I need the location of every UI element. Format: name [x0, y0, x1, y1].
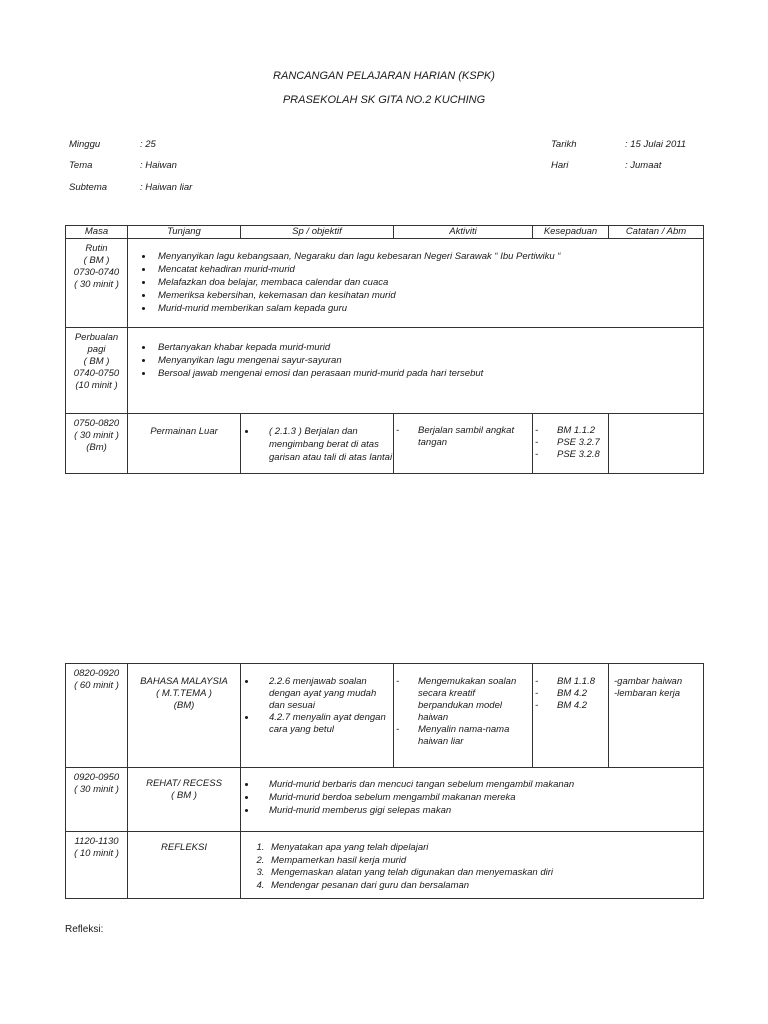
tunjang-cell: REFLEKSI	[128, 832, 241, 899]
tunjang-line: REHAT/ RECESS	[146, 778, 222, 789]
header-kesepaduan: Kesepaduan	[533, 226, 609, 239]
table-row-rutin	[66, 239, 704, 328]
table-row-permainan-luar	[66, 414, 704, 474]
list-item: • Mencatat kehadiran murid-murid	[154, 263, 703, 276]
list-item: 2. Mempamerkan hasil kerja murid	[267, 855, 703, 868]
subtema-value: : Haiwan liar	[140, 182, 193, 193]
list-item: • Menyanyikan lagu kebangsaan, Negaraku dan lagu kebesaran Negeri Sarawak “ Ibu Pertiwiku “	[154, 250, 703, 263]
masa-line: ( 60 minit )	[74, 680, 119, 691]
perbualan-activities	[128, 328, 704, 414]
tunjang-line: BAHASA MALAYSIA	[140, 676, 228, 687]
header-masa: Masa	[66, 226, 128, 239]
table-row-refleksi	[66, 832, 704, 899]
list-item: - BM 1.1.2	[543, 425, 608, 437]
masa-cell	[66, 768, 128, 832]
masa-cell	[66, 239, 128, 328]
list-item: - PSE 3.2.7	[543, 437, 608, 449]
masa-line: 0730-0740	[73, 267, 120, 278]
objektif-cell	[241, 414, 394, 474]
list-item: 3. Mengemaskan alatan yang telah digunakan dan menyemaskan diri	[267, 867, 703, 880]
table-header-row	[66, 226, 704, 239]
aktiviti-cell	[394, 414, 533, 474]
masa-line: 0740-0750	[73, 368, 120, 379]
masa-line: 0920-0950	[73, 772, 120, 783]
page-title: RANCANGAN PELAJARAN HARIAN (KSPK)	[273, 70, 495, 82]
list-item: • ( 2.1.3 ) Berjalan dan mengimbang berat di atas garisan atau tali di atas lantai	[257, 425, 393, 464]
table-row-bahasa-malaysia	[66, 664, 704, 768]
list-item: 4. Mendengar pesanan dari guru dan bersalaman	[267, 880, 703, 893]
masa-line: 0820-0920	[73, 668, 120, 679]
list-item: - Menyalin nama-nama haiwan liar	[404, 724, 532, 748]
table-row-perbualan	[66, 328, 704, 414]
list-item: - BM 1.1.8	[543, 676, 608, 688]
catatan-cell	[609, 664, 704, 768]
kesepaduan-cell	[533, 414, 609, 474]
aktiviti-cell	[394, 664, 533, 768]
masa-cell	[66, 328, 128, 414]
list-item: • Murid-murid memberus gigi selepas makan	[257, 804, 703, 817]
masa-line: ( BM )	[83, 356, 110, 367]
tunjang-cell: Permainan Luar	[128, 414, 241, 474]
tema-value: : Haiwan	[140, 160, 177, 171]
catatan-cell	[609, 414, 704, 474]
hari-value: : Jumaat	[625, 160, 662, 171]
list-item: - Mengemukakan soalan secara kreatif berpandukan model haiwan	[404, 676, 532, 724]
list-item: • Melafazkan doa belajar, membaca calendar dan cuaca	[154, 276, 703, 289]
tarikh-label: Tarikh	[551, 139, 577, 150]
refleksi-activities	[241, 832, 704, 899]
list-item: • Bertanyakan khabar kepada murid-murid	[154, 341, 703, 354]
masa-line: ( 30 minit )	[74, 279, 119, 290]
header-catatan: Catatan / Abm	[609, 226, 704, 239]
header-objektif: Sp / objektif	[241, 226, 394, 239]
list-item: • Murid-murid memberikan salam kepada guru	[154, 302, 703, 315]
tunjang-line: ( BM )	[171, 790, 197, 801]
catatan-line: -lembaran kerja	[614, 688, 680, 699]
subtema-label: Subtema	[69, 182, 108, 193]
masa-line: 0750-0820	[73, 418, 120, 429]
kesepaduan-cell	[533, 664, 609, 768]
tarikh-value: : 15 Julai 2011	[625, 139, 687, 150]
list-item: • 2.2.6 menjawab soalan dengan ayat yang mudah dan sesuai	[257, 676, 393, 712]
list-item: • Murid-murid berbaris dan mencuci tangan sebelum mengambil makanan	[257, 778, 703, 791]
masa-line: Perbualan	[74, 332, 119, 343]
list-item: - BM 4.2	[543, 700, 608, 712]
masa-line: pagi	[87, 344, 106, 355]
masa-line: ( 30 minit )	[74, 430, 119, 441]
catatan-line: -gambar haiwan	[614, 676, 683, 687]
list-item: • 4.2.7 menyalin ayat dengan cara yang betul	[257, 712, 393, 736]
header-tunjang: Tunjang	[128, 226, 241, 239]
masa-line: Rutin	[85, 243, 108, 254]
list-item: • Murid-murid berdoa sebelum mengambil makanan mereka	[257, 791, 703, 804]
tema-label: Tema	[69, 160, 93, 171]
list-item: - BM 4.2	[543, 688, 608, 700]
list-item: 1. Menyatakan apa yang telah dipelajari	[267, 842, 703, 855]
masa-line: (10 minit )	[75, 380, 118, 391]
masa-line: 1120-1130	[74, 836, 119, 847]
page-subtitle: PRASEKOLAH SK GITA NO.2 KUCHING	[282, 94, 486, 106]
tunjang-line: ( M.T.TEMA )	[156, 688, 212, 699]
list-item: • Menyanyikan lagu mengenai sayur-sayuran	[154, 354, 703, 367]
tunjang-cell	[128, 768, 241, 832]
minggu-label: Minggu	[69, 139, 101, 150]
masa-line: ( BM )	[83, 255, 110, 266]
lesson-plan-table-top	[65, 225, 704, 474]
rehat-activities	[241, 768, 704, 832]
masa-cell	[66, 664, 128, 768]
header-aktiviti: Aktiviti	[394, 226, 533, 239]
minggu-value: : 25	[140, 139, 156, 150]
list-item: • Bersoal jawab mengenai emosi dan perasaan murid-murid pada hari tersebut	[154, 367, 703, 380]
masa-line: ( 10 minit )	[74, 848, 119, 859]
masa-cell	[66, 414, 128, 474]
rutin-activities	[128, 239, 704, 328]
masa-cell	[66, 832, 128, 899]
list-item: - Berjalan sambil angkat tangan	[404, 425, 532, 449]
lesson-plan-table-bottom	[65, 663, 704, 899]
tunjang-line: (BM)	[173, 700, 195, 711]
objektif-cell	[241, 664, 394, 768]
hari-label: Hari	[551, 160, 569, 171]
table-row-rehat	[66, 768, 704, 832]
masa-line: ( 30 minit )	[74, 784, 119, 795]
masa-line: (Bm)	[86, 442, 107, 453]
refleksi-label: Refleksi:	[65, 924, 104, 935]
tunjang-cell	[128, 664, 241, 768]
list-item: • Memeriksa kebersihan, kekemasan dan kesihatan murid	[154, 289, 703, 302]
list-item: - PSE 3.2.8	[543, 449, 608, 461]
